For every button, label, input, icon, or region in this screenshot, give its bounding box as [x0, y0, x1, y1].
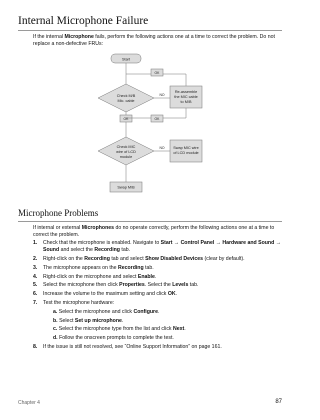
- step-bold-text: OK: [167, 291, 176, 298]
- step-text: tab.: [119, 247, 131, 254]
- step-bold-text: Recording: [117, 264, 144, 271]
- step-text: →: [172, 240, 181, 246]
- check-lcd-label-3: module: [119, 155, 133, 159]
- substep-item: [43, 318, 285, 325]
- step-number: 8.: [33, 343, 38, 350]
- swap-wire-label-1: Swap MIC wire: [173, 146, 199, 150]
- step-text: Right-click on the microphone and select: [43, 273, 138, 280]
- section-intro: [33, 225, 285, 239]
- step-number: 3.: [33, 264, 38, 271]
- step-number: 6.: [33, 291, 38, 298]
- ok-label-1: OK: [154, 71, 160, 75]
- step-text: →: [274, 240, 281, 246]
- step-item: [33, 265, 285, 272]
- step-text: Right-click on the: [43, 256, 85, 262]
- page-title: Internal Microphone Failure: [18, 15, 149, 27]
- step-text: →: [214, 240, 223, 246]
- no-label-1: NO: [159, 93, 165, 97]
- check-mb-label-1: Check M/B: [116, 94, 136, 98]
- reassemble-label-1: Re-assemble: [174, 90, 198, 94]
- troubleshooting-flowchart: [0, 52, 300, 212]
- step-bold-text: Recording: [94, 247, 120, 254]
- step-bold-text: Hardware and Sound: [222, 240, 275, 246]
- substep-item: [43, 309, 285, 316]
- step-bold-text: Control Panel: [180, 240, 215, 246]
- step-text: (clear by default).: [203, 256, 245, 262]
- step-text: Test the microphone hardware:: [43, 299, 115, 306]
- step-bold-text: Properties: [119, 282, 145, 289]
- section-intro-text: If internal or external: [33, 225, 82, 231]
- step-text: . Select the: [144, 282, 173, 289]
- substep-letter: a.: [53, 308, 59, 315]
- step-number: 7.: [33, 299, 38, 306]
- step-bold-text: Show Disabled Devices: [145, 256, 204, 262]
- step-text: Increase the volume to the maximum setting and click: [43, 291, 168, 298]
- footer-chapter: Chapter 4: [18, 400, 40, 406]
- step-text: Select the microphone then click: [43, 282, 120, 289]
- intro-text: If the internal: [33, 34, 65, 40]
- check-lcd-label-1: Check MIC: [116, 145, 136, 149]
- substep-letter: b.: [53, 317, 60, 324]
- step-text: .: [175, 291, 178, 298]
- step-item: [33, 344, 285, 351]
- step-text: Check that the microphone is enabled. Navigate to: [43, 240, 161, 246]
- reassemble-label-3: to M/B: [180, 100, 192, 104]
- section-intro-text-end: do no operate correctly, perform the following actions one at a time to correct the problem.: [33, 225, 275, 239]
- section-heading: Microphone Problems: [18, 208, 99, 218]
- step-text: .: [157, 308, 160, 315]
- step-bold-text: Levels: [172, 282, 189, 289]
- substeps-list: [43, 309, 285, 343]
- step-number: 5.: [33, 282, 38, 289]
- step-bold-text: Enable: [137, 273, 155, 280]
- ok-label-2: OK: [123, 117, 129, 121]
- step-text: tab.: [143, 264, 154, 271]
- title-divider: [18, 30, 282, 31]
- step-text: .: [184, 326, 186, 333]
- step-text: Follow the onscreen prompts to complete the test.: [59, 335, 174, 342]
- step-bold-text: Set up microphone: [74, 317, 122, 324]
- step-bold-text: Sound: [43, 247, 60, 254]
- step-text: tab and select: [109, 256, 146, 262]
- step-text: The microphone appears on the: [43, 264, 118, 271]
- step-text: Select: [59, 317, 75, 324]
- step-text: tab.: [188, 282, 199, 289]
- step-bold-text: Recording: [84, 256, 110, 262]
- intro-paragraph: [33, 34, 285, 48]
- section-divider: [18, 221, 282, 222]
- step-text: Select the microphone and click: [58, 308, 134, 315]
- substep-item: [43, 326, 285, 333]
- check-lcd-label-2: wire of LCD: [116, 150, 136, 154]
- step-item: [33, 240, 285, 254]
- step-item: [33, 300, 285, 342]
- substep-letter: c.: [53, 326, 59, 333]
- step-text: .: [121, 317, 124, 324]
- step-item: [33, 282, 285, 289]
- step-text: .: [154, 273, 157, 280]
- step-item: [33, 256, 285, 263]
- step-bold-text: Start: [160, 240, 173, 246]
- swap-mb-label: Swap M/B: [117, 185, 135, 190]
- substep-item: [43, 335, 285, 342]
- step-number: 4.: [33, 273, 38, 280]
- start-label: Start: [121, 57, 131, 62]
- step-bold-text: Next: [172, 326, 185, 333]
- reassemble-label-2: the MIC cable: [174, 95, 198, 99]
- step-number: 1.: [33, 240, 38, 246]
- intro-bold: Microphone: [64, 34, 94, 40]
- step-text: Select the microphone type from the list and click: [58, 326, 173, 333]
- substep-letter: d.: [53, 335, 60, 342]
- page-number: 87: [275, 399, 282, 405]
- swap-wire-label-2: of LCD module: [173, 151, 199, 155]
- intro-text-end: fails, perform the following actions one at a time to correct the problem. Do not replace a non-defective FRUs:: [33, 34, 275, 48]
- step-bold-text: Configure: [133, 308, 158, 315]
- check-mb-label-2: Mic. cable: [117, 99, 135, 103]
- ok-label-3: OK: [154, 117, 160, 121]
- step-text: and select the: [59, 247, 95, 254]
- no-label-2: NO: [159, 146, 165, 150]
- step-item: [33, 291, 285, 298]
- step-text: If the issue is still not resolved, see “Online Support Information” on page 161.: [43, 343, 222, 350]
- section-intro-bold: Microphones: [81, 225, 115, 231]
- step-number: 2.: [33, 256, 38, 262]
- check-mb-diamond: [98, 84, 154, 112]
- steps-list: [33, 240, 285, 353]
- step-item: [33, 274, 285, 281]
